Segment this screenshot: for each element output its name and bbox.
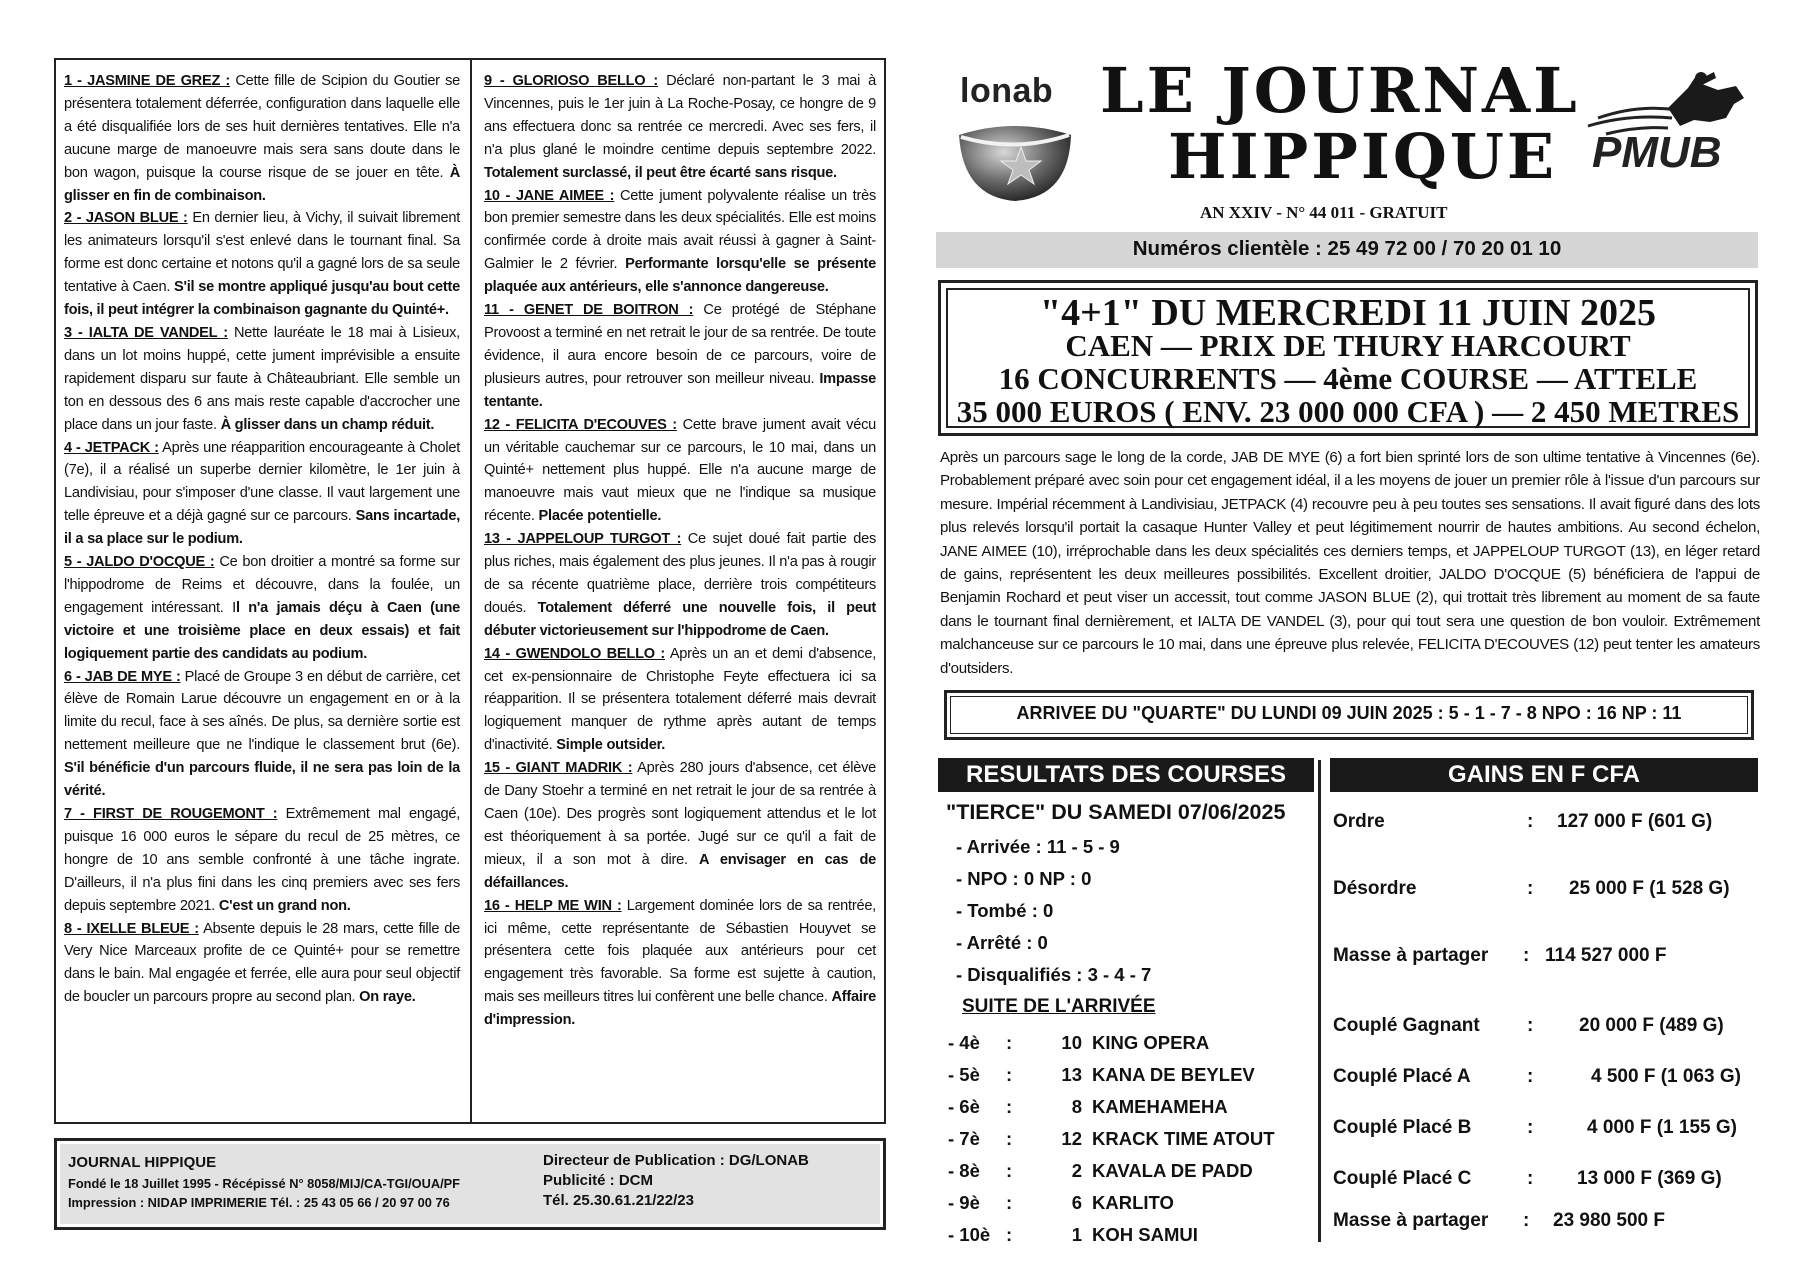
- gain-label: Masse à partager: [1333, 1210, 1489, 1231]
- tierce-fallen: - Tombé : 0: [956, 900, 1054, 921]
- suite-separator: :: [1006, 1128, 1013, 1149]
- suite-horse: KARLITO: [1092, 1192, 1174, 1213]
- horse-verdict: l n'a jamais déçu à Caen (une victoire et une troisième place en deux essais) et fait logiquement partie des candidats au podium.: [64, 599, 460, 662]
- gain-value: 4 500 F (1 063 G): [1591, 1066, 1741, 1087]
- horse-verdict: Totalement déferré une nouvelle fois, il peut débuter victorieusement sur l'hippodrome de Caen.: [484, 599, 876, 639]
- horse-comment: Après un an et demi d'absence, cet ex-pensionnaire de Christophe Feyte effectuera ici sa réapparition. Il se présentera totalement déferré mais devrait logiquement manquer de rythme après autant de temps d'inactivité.: [484, 645, 877, 754]
- footer-telephone: Tél. 25.30.61.21/22/23: [543, 1192, 694, 1209]
- horse-entry-16: [484, 895, 876, 1032]
- horse-name: 2 - JASON BLUE :: [64, 210, 188, 227]
- horse-verdict: À glisser en fin de combinaison.: [64, 164, 460, 204]
- suite-horse: KOH SAMUI: [1092, 1224, 1198, 1245]
- race-venue-prize: CAEN — PRIX DE THURY HARCOURT: [1065, 328, 1631, 363]
- horse-verdict: À glisser dans un champ réduit.: [220, 416, 435, 433]
- horse-comment: Ce sujet doué fait partie des plus riches, mais également des plus jeunes. Il n'a pas à rougir de sa récente quatrième place, derrière trois compétiteurs doués.: [484, 531, 876, 616]
- horse-comment: Ce protégé de Stéphane Provoost a terminé en net retrait le jour de sa rentrée. De toute évidence, il aura encore besoin de ce parcours, voire de plusieurs autres, pour retrouver son meilleur niveau.: [484, 302, 877, 387]
- horse-comment: Cette brave jument avait vécu un véritable cauchemar sur ce parcours, le 10 mai, dans un Quinté+ nettement plus huppé. Elle n'a aucune marge de manoeuvre mais vaut mieux que ne l'indique sa musique récente.: [484, 416, 876, 525]
- horse-name: 12 - FELICITA D'ECOUVES :: [484, 416, 677, 433]
- gain-value: 127 000 F (601 G): [1557, 811, 1713, 832]
- suite-place: - 5è: [948, 1064, 980, 1085]
- gain-separator: :: [1527, 1117, 1534, 1138]
- gain-label: Désordre: [1333, 878, 1417, 899]
- horse-comment: Absente depuis le 28 mars, cette fille de Very Nice Marceaux profite de ce Quinté+ pour se remettre dans le bain. Mal engagée et ferrée, elle aura pour seul objectif de boucler un parcours propre au second plan.: [64, 920, 460, 1006]
- horse-verdict: Sans incartade, il a sa place sur le podium.: [64, 508, 461, 548]
- suite-horse: KING OPERA: [1092, 1032, 1210, 1053]
- gain-value: 114 527 000 F: [1545, 945, 1667, 966]
- horse-name: 7 - FIRST DE ROUGEMONT :: [64, 806, 278, 822]
- horse-comment: Extrêmement mal engagé, puisque 16 000 euros le sépare du recul de 25 mètres, ce hongre de 10 ans semble confronté à une tâche ingrate. D'ailleurs, il n'a plus fini dans les cinq premiers avec ses fers depuis septembre 2021.: [64, 806, 460, 914]
- gain-label: Masse à partager: [1333, 945, 1489, 966]
- tierce-disqualified: - Disqualifiés : 3 - 4 - 7: [956, 964, 1152, 985]
- suite-number: 8: [1071, 1096, 1082, 1117]
- race-purse-distance: 35 000 EUROS ( ENV. 23 000 000 CFA ) — 2 450 METRES: [956, 394, 1740, 429]
- horse-name: 8 - IXELLE BLEUE :: [64, 920, 199, 937]
- tierce-npo-np: - NPO : 0 NP : 0: [956, 868, 1092, 889]
- suite-place: - 9è: [948, 1192, 980, 1213]
- suite-place: - 7è: [948, 1128, 980, 1149]
- horse-name: 10 - JANE AIMEE :: [484, 187, 615, 204]
- horse-entry-13: [484, 528, 876, 643]
- gain-value: 13 000 F (369 G): [1577, 1168, 1722, 1189]
- suite-number: 10: [1061, 1032, 1082, 1053]
- horse-verdict: Affaire d'impression.: [484, 989, 876, 1029]
- lonab-logo-icon: [955, 105, 1075, 203]
- suite-separator: :: [1006, 1096, 1013, 1117]
- tierce-stopped: - Arrêté : 0: [956, 932, 1048, 953]
- horse-name: 14 - GWENDOLO BELLO :: [484, 645, 666, 662]
- suite-separator: :: [1006, 1032, 1013, 1053]
- edition-line: AN XXIV - N° 44 011 - GRATUIT: [1200, 203, 1448, 222]
- footer-director: Directeur de Publication : DG/LONAB: [543, 1152, 809, 1169]
- horse-verdict: On raye.: [359, 989, 416, 1006]
- gain-value: 23 980 500 F: [1553, 1210, 1665, 1231]
- horse-comment: Après 280 jours d'absence, cet élève de Dany Stoehr a terminé en net retrait le jour de sa rentrée à Caen (10e). Des progrès sont logiquement attendus et le lot est théoriquement à sa portée. Jugé sur ce qu'il a fait de mieux, il a son mot à dire.: [484, 760, 877, 868]
- horse-verdict: S'il se montre appliqué jusqu'au bout cette fois, il peut intégrer la combinaison gagnante du Quinté+.: [64, 279, 460, 319]
- horse-name: 16 - HELP ME WIN :: [484, 897, 622, 914]
- race-runners-course: 16 CONCURRENTS — 4ème COURSE — ATTELE: [998, 361, 1698, 396]
- suite-number: 6: [1071, 1192, 1082, 1213]
- horse-name: 3 - IALTA DE VANDEL :: [64, 324, 228, 341]
- gain-label: Ordre: [1333, 811, 1385, 832]
- pmub-logo-text: PMUB: [1592, 128, 1722, 177]
- results-heading: RESULTATS DES COURSES: [938, 758, 1314, 792]
- horse-comment: En dernier lieu, à Vichy, il suivait librement les animateurs lorsqu'il s'est enlevé dans le tournant final. Sa forme est donc certaine et notons qu'il a gagné lors de sa seule tentative à Caen.: [64, 210, 460, 296]
- horse-name: 11 - GENET DE BOITRON :: [484, 302, 694, 319]
- results-divider: [1318, 760, 1321, 1242]
- gain-label: Couplé Placé B: [1333, 1117, 1472, 1138]
- suite-separator: :: [1006, 1192, 1013, 1213]
- horse-comment: Cette jument polyvalente réalise un très bon premier semestre dans les deux spécialités. Elle est moins confirmée corde à droite mais avait réussi à gagner à Saint-Galmier le 2 février.: [484, 187, 876, 273]
- gain-separator: :: [1527, 811, 1534, 832]
- horse-comment: Après une réapparition encourageante à Cholet (7e), il a réalisé un superbe dernier kilomètre, le 1er juin à Landivisiau, pour s'imposer d'une classe. Il vaut largement une telle épreuve et a déjà gagné sur ce parcours.: [64, 439, 460, 525]
- gain-value: 25 000 F (1 528 G): [1569, 878, 1730, 899]
- horse-entry-11: [484, 299, 876, 414]
- journal-title-line-1: LE JOURNAL: [1100, 54, 1580, 127]
- suite-number: 1: [1071, 1224, 1082, 1245]
- horse-name: 4 - JETPACK :: [64, 439, 159, 456]
- horse-verdict: S'il bénéficie d'un parcours fluide, il ne sera pas loin de la vérité.: [64, 760, 460, 800]
- horse-entry-8: [64, 918, 460, 1010]
- footer-publicity: Publicité : DCM: [543, 1172, 654, 1189]
- horse-verdict: Performante lorsqu'elle se présente plaquée aux antérieurs, elle s'annonce dangereuse.: [484, 256, 877, 296]
- suite-horse: KANA DE BEYLEV: [1092, 1064, 1255, 1085]
- suite-separator: :: [1006, 1064, 1013, 1085]
- horse-verdict: Impasse tentante.: [484, 370, 876, 410]
- suite-place: - 6è: [948, 1096, 980, 1117]
- gain-separator: :: [1523, 945, 1530, 966]
- tierce-arrival: - Arrivée : 11 - 5 - 9: [956, 836, 1120, 857]
- horse-entry-6: [64, 666, 460, 803]
- horse-verdict: A envisager en cas de défaillances.: [484, 851, 876, 891]
- race-bet-date: "4+1" DU MERCREDI 11 JUIN 2025: [1040, 292, 1656, 334]
- suite-number: 12: [1061, 1128, 1082, 1149]
- suite-separator: :: [1006, 1224, 1013, 1245]
- lonab-logo-text: lonab: [960, 72, 1054, 110]
- horse-entry-15: [484, 757, 876, 894]
- suite-number: 13: [1061, 1064, 1082, 1085]
- quarte-result: ARRIVEE DU "QUARTE" DU LUNDI 09 JUIN 2025 : 5 - 1 - 7 - 8 NPO : 16 NP : 11: [1016, 703, 1682, 723]
- horse-verdict: Simple outsider.: [556, 737, 666, 754]
- horse-comment: Placé de Groupe 3 en début de carrière, cet élève de Romain Larue découvre un engagement en or à la limite du recul, face à ses aînés. De plus, sa dernière sortie est nettement meilleure que ne l'indique le classement brut (6e).: [64, 668, 461, 754]
- gain-separator: :: [1527, 1168, 1534, 1189]
- gain-label: Couplé Placé C: [1333, 1168, 1472, 1189]
- footer-journal-name: JOURNAL HIPPIQUE: [68, 1154, 217, 1171]
- horse-entry-14: [484, 643, 876, 758]
- horse-name: 9 - GLORIOSO BELLO :: [484, 73, 659, 89]
- gain-separator: :: [1527, 878, 1534, 899]
- gain-label: Couplé Placé A: [1333, 1066, 1471, 1087]
- horse-verdict: Placée potentielle.: [538, 508, 662, 525]
- horse-comment: Déclaré non-partant le 3 mai à Vincennes, puis le 1er juin à La Roche-Posay, ce hongre de 9 ans effectuera donc sa rentrée ce mercredi. Avec ses fers, il n'a plus glané le moindre centime depuis septembre 2022.: [484, 73, 876, 158]
- suite-number: 2: [1071, 1160, 1082, 1181]
- commentary-column-1: [64, 70, 460, 1009]
- customer-phone-numbers: Numéros clientèle : 25 49 72 00 / 70 20 01 10: [1132, 237, 1562, 260]
- horse-entry-12: [484, 414, 876, 529]
- horse-verdict: Totalement surclassé, il peut être écarté sans risque.: [484, 164, 837, 181]
- horse-entry-5: [64, 551, 460, 666]
- horse-name: 6 - JAB DE MYE :: [64, 668, 181, 685]
- horse-entry-4: [64, 437, 460, 552]
- gain-separator: :: [1527, 1066, 1534, 1087]
- gains-heading: GAINS EN F CFA: [1330, 758, 1758, 792]
- horse-name: 13 - JAPPELOUP TURGOT :: [484, 531, 682, 548]
- column-divider: [470, 58, 472, 1124]
- horse-name: 15 - GIANT MADRIK :: [484, 760, 633, 777]
- horse-entry-9: [484, 70, 876, 185]
- horse-comment: Cette fille de Scipion du Goutier se présentera totalement déferrée, configuration dans laquelle elle a été disqualifiée lors de ses huit dernières tentatives. Elle n'a aucune marge de manoeuvre mais sera sans doute dans le bon wagon, puisque la course risque de se jouer en tête.: [64, 73, 461, 181]
- horse-name: 1 - JASMINE DE GREZ :: [64, 73, 231, 89]
- horse-entry-10: [484, 185, 876, 300]
- horse-comment: Nette lauréate le 18 mai à Lisieux, dans un lot moins huppé, cette jument imprévisible a ensuite rapidement disparu sur faute à Châteaubriant. Elle semble un ton en dessous des 6 ans mais reste capable d'accrocher une place dans un jour faste.: [64, 324, 460, 433]
- journal-title-line-2: HIPPIQUE: [1168, 120, 1558, 193]
- suite-place: - 8è: [948, 1160, 980, 1181]
- suite-place: - 10è: [948, 1224, 991, 1245]
- horse-name: 5 - JALDO D'OCQUE :: [64, 554, 215, 571]
- suite-horse: KAVALA DE PADD: [1092, 1160, 1253, 1181]
- horse-entry-2: [64, 207, 460, 322]
- commentary-column-2: [484, 70, 876, 1032]
- horse-comment: Largement dominée lors de sa rentrée, ici même, cette représentante de Sébastien Houyvet se présentera cette fois plaquée aux antérieurs pour cet engagement très favorable. Sa forme est sujette à caution, mais ses meilleurs titres lui confèrent une belle chance.: [484, 897, 876, 1006]
- gain-separator: :: [1527, 1015, 1534, 1036]
- horse-entry-3: [64, 322, 460, 437]
- footer-printing: Impression : NIDAP IMPRIMERIE Tél. : 25 43 05 66 / 20 97 00 76: [68, 1195, 450, 1210]
- suite-title: SUITE DE L'ARRIVÉE: [962, 996, 1156, 1017]
- gain-value: 4 000 F (1 155 G): [1587, 1117, 1737, 1138]
- suite-horse: KAMEHAMEHA: [1092, 1096, 1228, 1117]
- tierce-title: "TIERCE" DU SAMEDI 07/06/2025: [946, 800, 1286, 824]
- gain-separator: :: [1523, 1210, 1530, 1231]
- suite-place: - 4è: [948, 1032, 980, 1053]
- horse-entry-1: [64, 70, 460, 207]
- race-summary: Après un parcours sage le long de la corde, JAB DE MYE (6) a fort bien sprinté lors de son ultime tentative à Vincennes (6e). Probablement préparé avec soin pour cet engagement idéal, il a les moyens de jouer un premier rôle à l'issue d'un parcours sur mesure. Impérial récemment à Landivisiau, JETPACK (4) recouvre peu à peu toutes ses sensations. Il avait figuré dans des lots plus relevés lorsqu'il portait la casaque Hunter Valley et peut légitimement nourrir de hautes ambitions. Au second échelon, JANE AIMEE (10), irréprochable dans les deux spécialités ces derniers temps, et JAPPELOUP TURGOT (13), en léger retard de gains, représentent les deux meilleures possibilités. Excellent droitier, JALDO D'OCQUE (5) bénéficiera de l'appui de Benjamin Rochard et peut viser un accessit, tout comme JASON BLUE (2), qui trottait très librement au moment de sa faute dans le tournant final dernièrement, et IALTA DE VANDEL (3), pour qui tout sera une question de bon vouloir. Extrêmement malchanceuse sur ce parcours le 10 mai, dans une épreuve plus relevée, FELICITA D'ECOUVES (12) peut tenter les amateurs d'outsiders.: [940, 449, 1760, 677]
- gain-value: 20 000 F (489 G): [1579, 1015, 1724, 1036]
- horse-verdict: C'est un grand non.: [218, 897, 351, 914]
- gain-label: Couplé Gagnant: [1333, 1015, 1480, 1036]
- footer-founded: Fondé le 18 Juillet 1995 - Récépissé N° 8058/MIJ/CA-TGI/OUA/PF: [68, 1176, 460, 1191]
- horse-comment: Ce bon droitier a montré sa forme sur l'hippodrome de Reims et découvre, dans la foulée, un engagement intéressant. I: [64, 554, 460, 616]
- horse-entry-7: [64, 803, 460, 918]
- suite-separator: :: [1006, 1160, 1013, 1181]
- suite-horse: KRACK TIME ATOUT: [1092, 1128, 1275, 1149]
